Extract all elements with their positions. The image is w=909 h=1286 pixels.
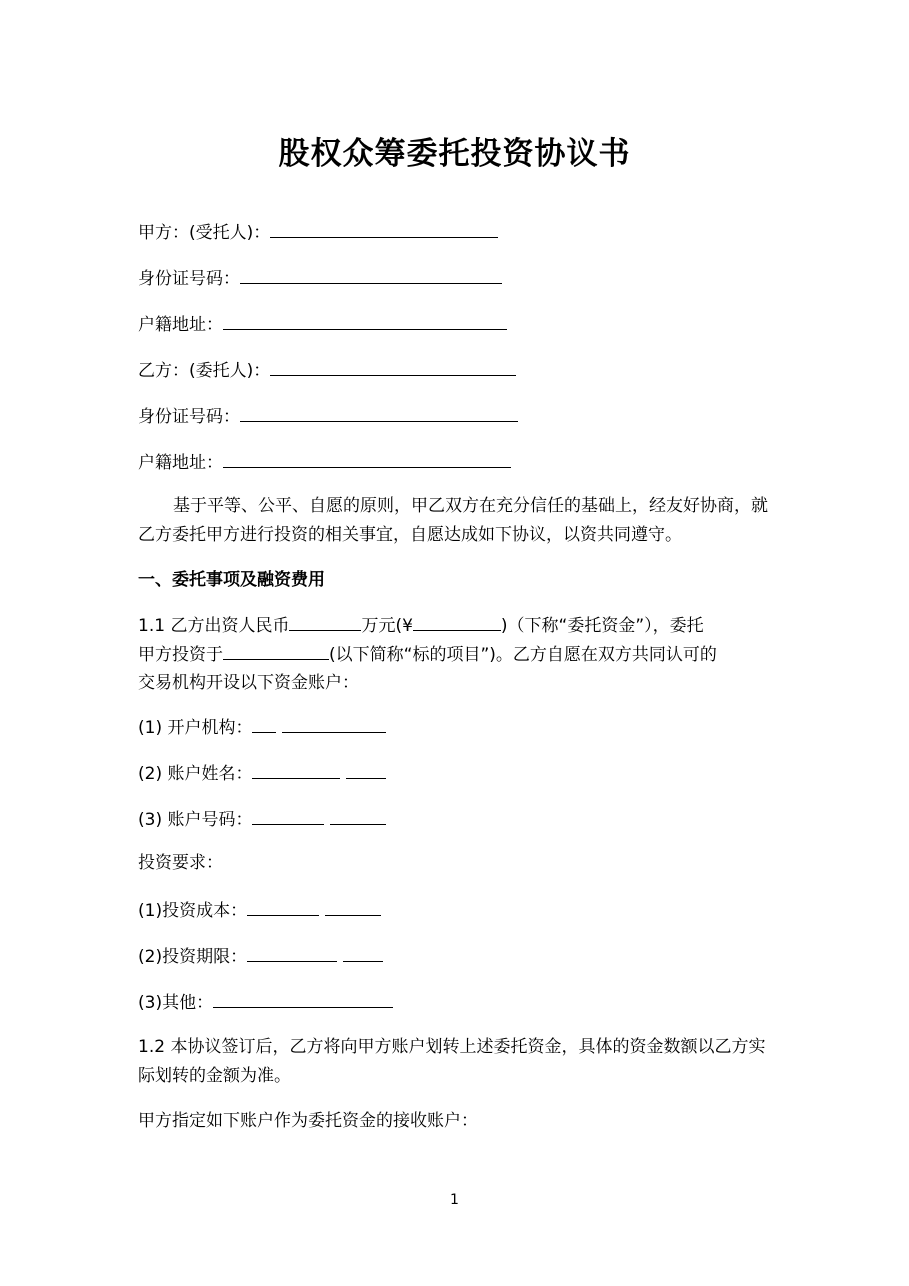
clause-1-1-line-2 [138,642,717,667]
account-institution-blank-b[interactable] [282,715,386,733]
document-title: 股权众筹委托投资协议书 [278,136,631,172]
clause-1-1-line-1 [138,613,704,638]
clause-1-1-text-d: 甲方投资于 [138,645,223,665]
clause-1-1-text-c: )（下称“委托资金”），委托 [500,616,704,636]
party-a-address-line [138,312,507,337]
requirement-term-line [138,944,383,969]
preamble-paragraph: 基于平等、公平、自愿的原则，甲乙双方在充分信任的基础上，经友好协商，就乙方委托甲方进行投资的相关事宜，自愿达成如下协议，以资共同遵守。 [138,496,768,545]
requirement-cost-label: (1)投资成本： [138,901,248,921]
party-a-line [138,220,498,245]
requirement-other-line [138,990,393,1015]
party-b-address-line [138,450,511,475]
account-institution-blank-a[interactable] [252,715,276,733]
requirement-other-blank[interactable] [213,990,393,1008]
party-b-blank[interactable] [270,358,516,376]
account-number-line [138,807,386,832]
party-b-id-line [138,404,518,429]
party-b-line [138,358,516,383]
page-number: 1 [450,1192,459,1208]
amount-rmb-blank[interactable] [289,613,361,631]
party-a-id-label: 身份证号码： [138,269,240,289]
clause-1-2-paragraph: 1.2 本协议签订后，乙方将向甲方账户划转上述委托资金，具体的资金数额以乙方实际划转的金额为准。 [138,1037,766,1086]
requirement-term-blank-a[interactable] [247,944,337,962]
party-b-address-blank[interactable] [223,450,511,468]
account-name-blank-b[interactable] [346,761,386,779]
account-name-label: (2) 账户姓名： [138,764,253,784]
account-name-blank-a[interactable] [252,761,340,779]
section-1-heading: 一、委托事项及融资费用 [138,570,325,590]
party-b-label: 乙方：(委托人)： [138,361,271,381]
account-institution-line [138,715,386,740]
requirement-term-label: (2)投资期限： [138,947,248,967]
party-a-id-blank[interactable] [240,266,502,284]
party-b-id-blank[interactable] [240,404,518,422]
target-project-blank[interactable] [223,642,329,660]
requirement-other-label: (3)其他： [138,993,214,1013]
amount-yen-blank[interactable] [413,613,501,631]
requirements-label: 投资要求： [138,853,223,873]
account-number-label: (3) 账户号码： [138,810,253,830]
party-b-id-label: 身份证号码： [138,407,240,427]
clause-1-1-text-f: 交易机构开设以下资金账户： [138,673,359,693]
requirement-cost-blank-b[interactable] [325,898,381,916]
clause-1-1-text-b: 万元(¥ [361,616,413,636]
party-a-address-label: 户籍地址： [138,315,223,335]
clause-1-1-text-a: 1.1 乙方出资人民币 [138,616,290,636]
account-name-line [138,761,386,786]
party-a-address-blank[interactable] [223,312,507,330]
receiving-account-line: 甲方指定如下账户作为委托资金的接收账户： [138,1111,478,1131]
requirement-cost-blank-a[interactable] [247,898,319,916]
party-a-blank[interactable] [270,220,498,238]
requirement-term-blank-b[interactable] [343,944,383,962]
clause-1-1-line-3 [138,671,359,695]
party-a-label: 甲方：(受托人)： [138,223,271,243]
party-b-address-label: 户籍地址： [138,453,223,473]
party-a-id-line [138,266,502,291]
account-number-blank-a[interactable] [252,807,324,825]
requirement-cost-line [138,898,381,923]
clause-1-1-text-e: (以下简称“标的项目”)。乙方自愿在双方共同认可的 [329,645,717,665]
account-number-blank-b[interactable] [330,807,386,825]
account-institution-label: (1) 开户机构： [138,718,253,738]
